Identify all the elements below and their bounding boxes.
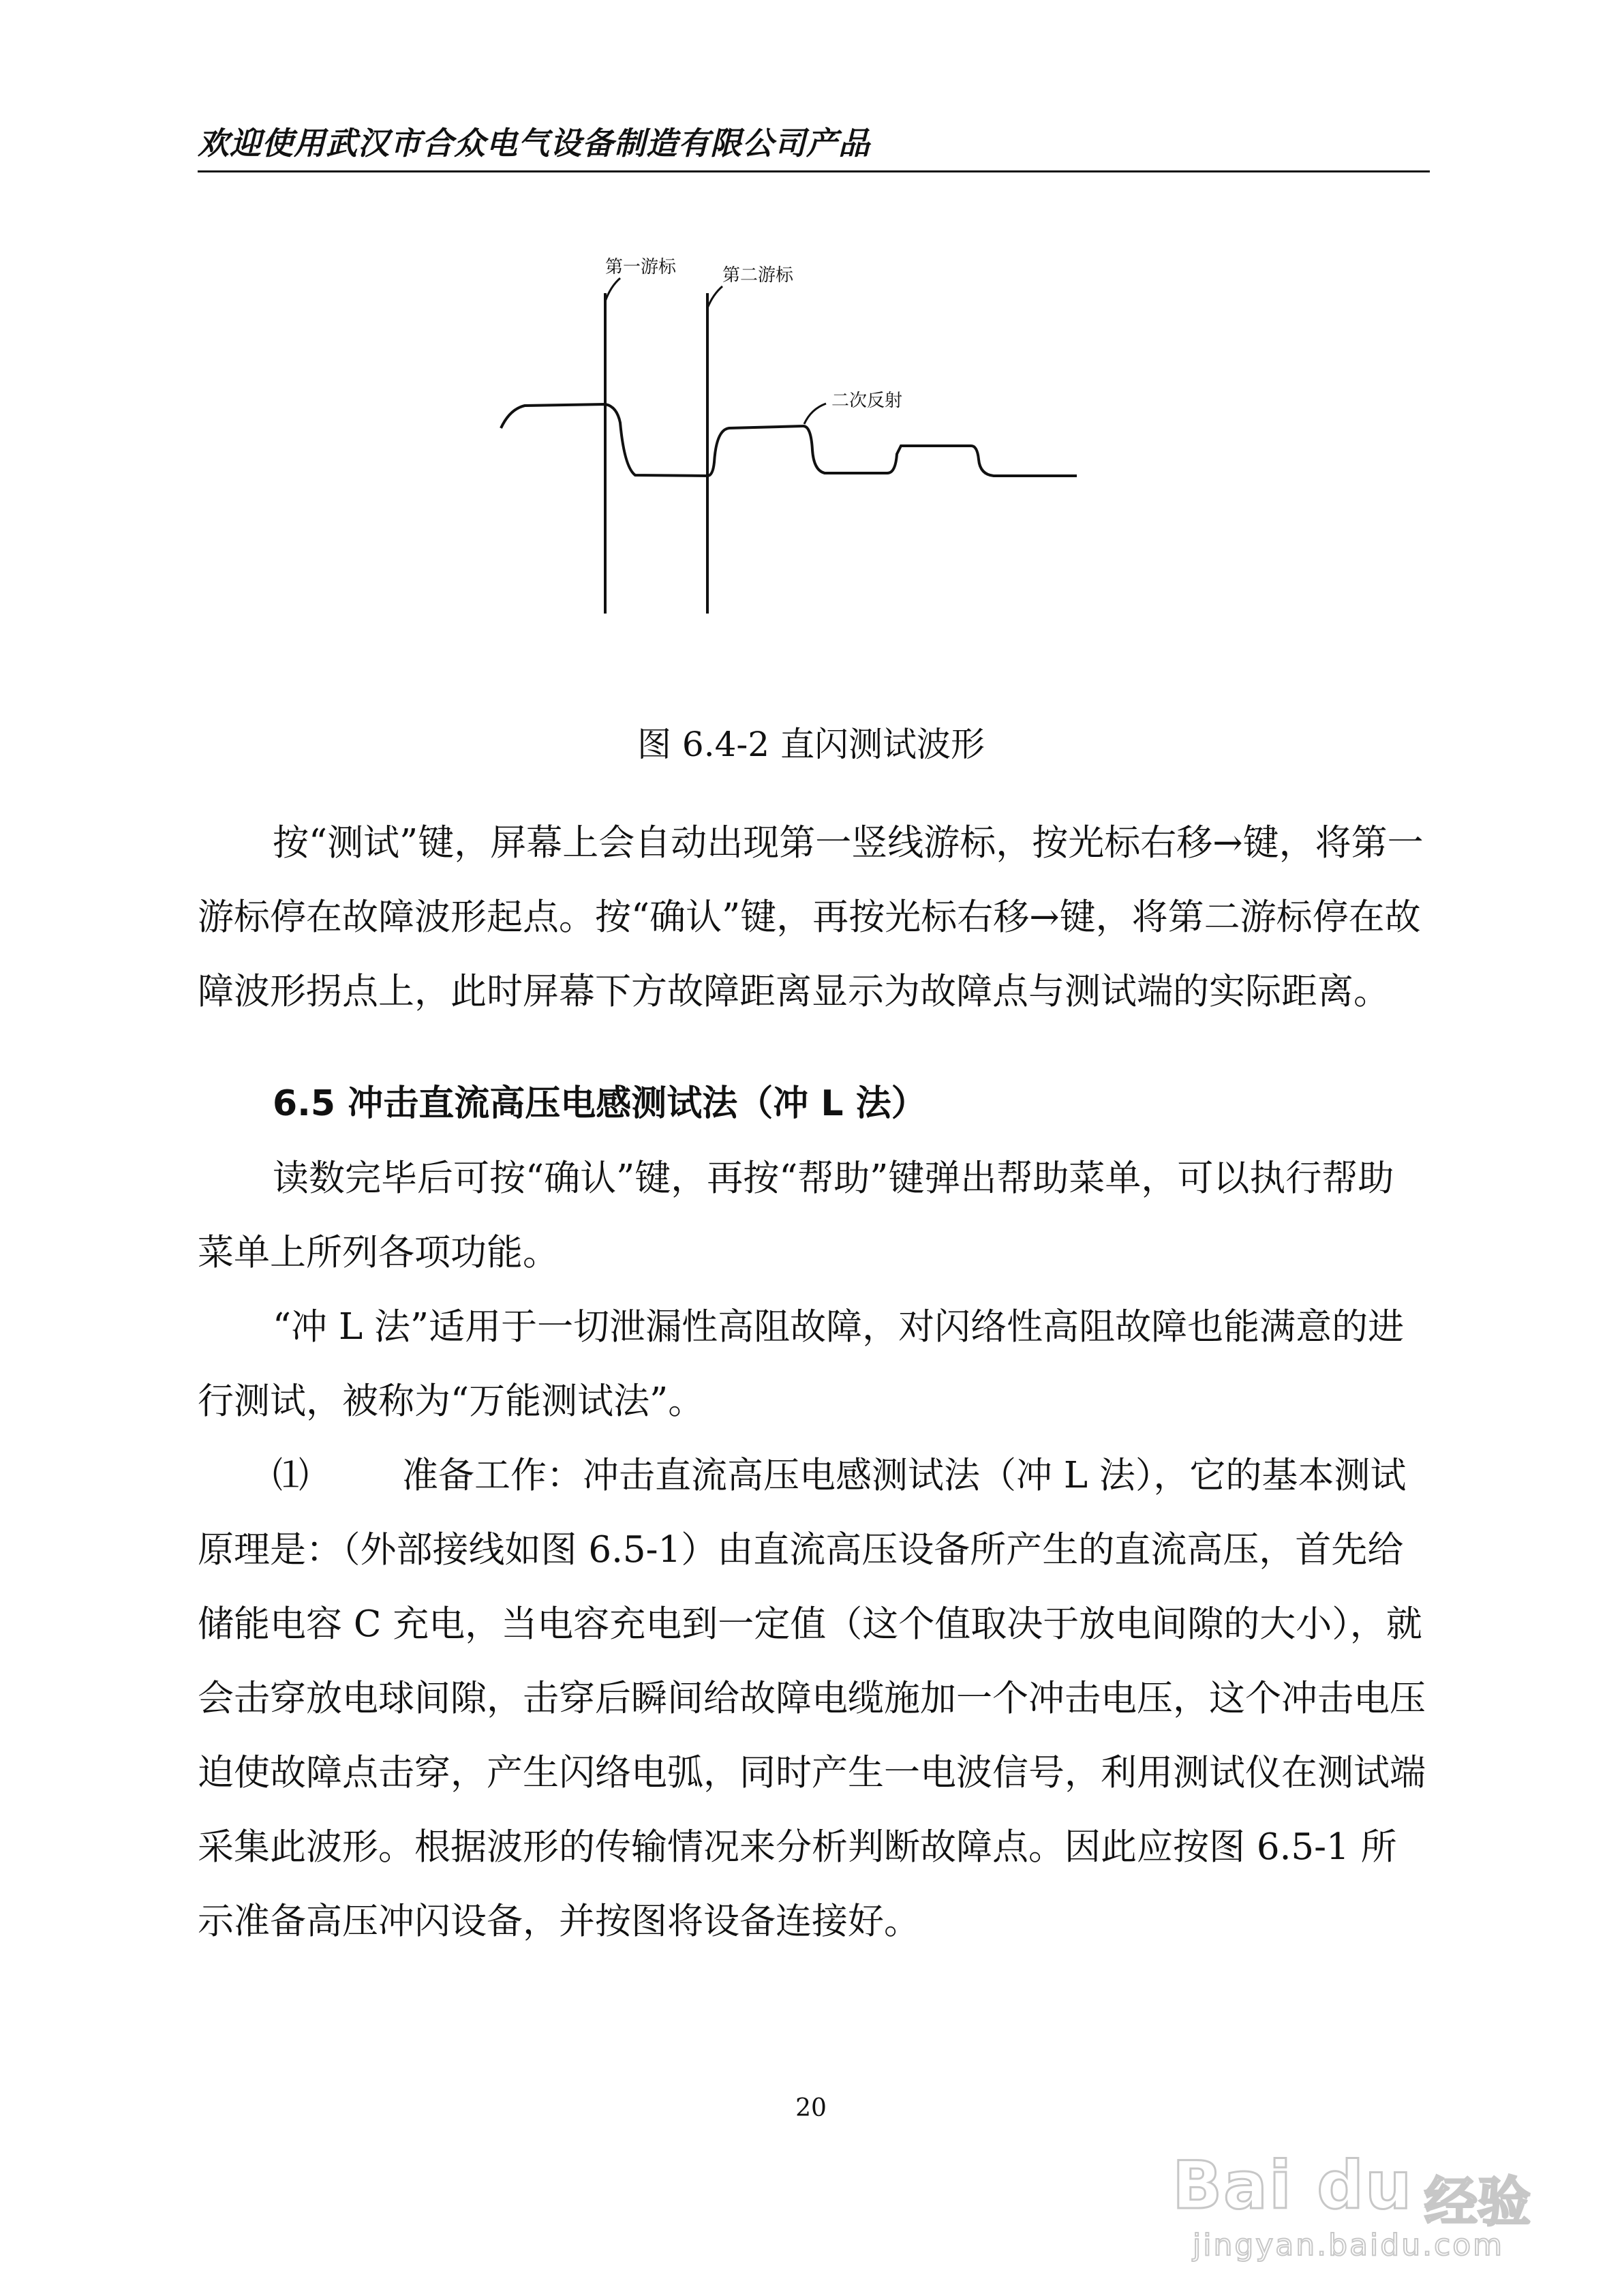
header-rule	[198, 170, 1430, 172]
waveform-figure	[491, 245, 1131, 627]
page-number: 20	[795, 2094, 827, 2122]
watermark-url: jingyan.baidu.com	[1193, 2228, 1505, 2263]
reflection-label: 二次反射	[831, 391, 903, 411]
cursor-1-leader	[605, 278, 620, 301]
watermark-brand: Bai du	[1172, 2147, 1413, 2224]
paragraph-preparation-text: 准备工作：冲击直流高压电感测试法（冲 L 法），它的基本测试原理是：（外部接线如图 6.5-1）由直流高压设备所产生的直流高压，首先给储能电容 C 充电，当电容充电到一定值（这个值取决于放电间隙的大小），就会击穿放电球间隙，击穿后瞬间给故障电缆施加一个冲击电压，这个冲击电压迫使故障点击穿，产生闪络电弧，同时产生一电波信号，利用测试仪在测试端采集此波形。根据波形的传输情况来分析判断故障点。因此应按图 6.5-1 所示准备高压冲闪设备，并按图将设备连接好。	[198, 1455, 1426, 1942]
section-heading-6-5: 6.5 冲击直流高压电感测试法（冲 L 法）	[273, 1083, 927, 1124]
cursor-1-label: 第一游标	[605, 257, 677, 277]
cursor-2-label: 第二游标	[722, 265, 794, 286]
page-header-title: 欢迎使用武汉市合众电气设备制造有限公司产品	[198, 125, 870, 162]
paragraph-preparation	[198, 1438, 1430, 1959]
list-number: ⑴	[273, 1455, 309, 1496]
watermark-brand-cn: 经验	[1424, 2172, 1531, 2233]
baidu-jingyan-watermark	[1165, 2147, 1547, 2270]
cursor-2-leader	[707, 286, 722, 308]
paragraph-cursor-instructions: 按“测试”键，屏幕上会自动出现第一竖线游标，按光标右移→键，将第一游标停在故障波形起点。按“确认”键，再按光标右移→键，将第二游标停在故障波形拐点上，此时屏幕下方故障距离显示为故障点与测试端的实际距离。	[198, 822, 1424, 1012]
figure-caption: 图 6.4-2 直闪测试波形	[637, 725, 985, 764]
reflection-leader	[804, 404, 826, 424]
waveform-trace	[501, 404, 1077, 476]
paragraph-method-overview: “冲 L 法”适用于一切泄漏性高阻故障，对闪络性高阻故障也能满意的进行测试，被称为“万能测试法”。	[198, 1306, 1405, 1422]
paragraph-help-menu: 读数完毕后可按“确认”键，再按“帮助”键弹出帮助菜单，可以执行帮助菜单上所列各项功能。	[198, 1158, 1394, 1273]
